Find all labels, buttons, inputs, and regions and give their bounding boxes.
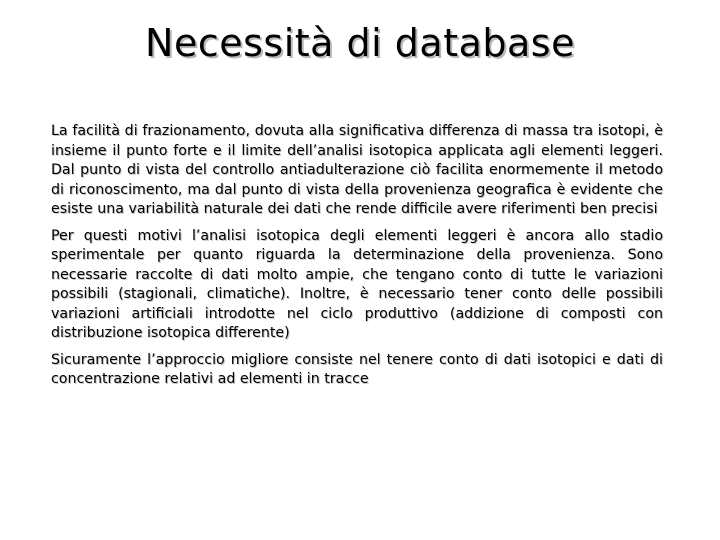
slide-body xyxy=(51,122,663,397)
paragraph-2: Per questi motivi l’analisi isotopica degli elementi leggeri è ancora allo stadio sperimentale per quanto riguarda la determinazione della provenienza. Sono necessarie raccolte di dati molto ampie, che tengano conto di tutte le variazioni possibili (stagionali, climatiche). Inoltre, è necessario tener conto delle possibili variazioni artificiali introdotte nel ciclo produttivo (addizione di composti con distribuzione isotopica differente) xyxy=(51,227,663,341)
paragraph-3: Sicuramente l’approccio migliore consiste nel tenere conto di dati isotopici e dati di concentrazione relativi ad elementi in tracce xyxy=(51,351,663,387)
paragraph-1: La facilità di frazionamento, dovuta alla significativa differenza di massa tra isotopi, è insieme il punto forte e il limite dell’analisi isotopica applicata agli elementi leggeri. Dal punto di vista del controllo antiadulterazione ciò facilita enormemente il metodo di riconoscimento, ma dal punto di vista della provenienza geografica è evidente che esiste una variabilità naturale dei dati che rende difficile avere riferimenti ben precisi xyxy=(51,123,663,217)
slide-title: Necessità di database xyxy=(145,21,575,65)
